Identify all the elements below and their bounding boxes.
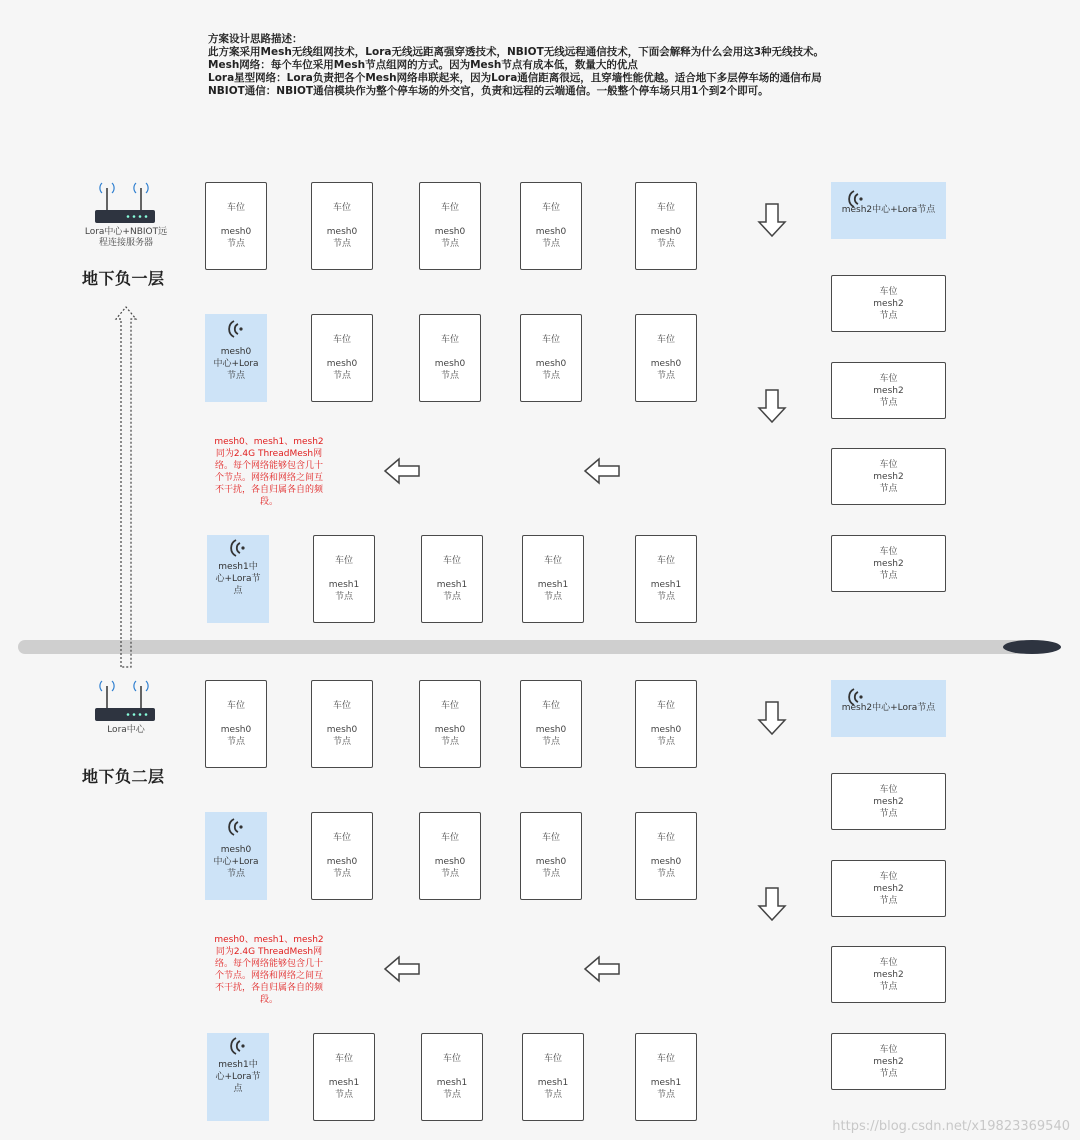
mesh-label: mesh0: [535, 359, 567, 369]
hub-label: mesh2中心+Lora节点: [841, 205, 936, 215]
note-line: 同为2.4G ThreadMesh网: [215, 947, 323, 957]
mesh-label: mesh1: [537, 580, 569, 590]
floor-title: 地下负二层: [82, 767, 165, 786]
parking-slot-mesh2-node: [831, 946, 946, 1003]
node-label: 节点: [442, 592, 461, 602]
floor-b2: [0, 498, 1080, 1100]
mesh-label: mesh2: [873, 1056, 904, 1067]
mesh2-hub-lora-node: [831, 680, 946, 737]
router-icon: [94, 180, 156, 226]
node-label: 节点: [442, 1090, 461, 1100]
description-heading: 方案设计思路描述：: [208, 33, 303, 45]
mesh1-hub-lora-node: [207, 1033, 269, 1121]
node-label: 节点: [656, 869, 675, 879]
slot-label: 车位: [543, 1054, 562, 1064]
mesh-label: mesh0: [650, 725, 682, 735]
mesh2-hub-lora-node: [831, 182, 946, 239]
mesh-label: mesh2: [873, 558, 904, 569]
slot-label: 车位: [879, 1044, 898, 1055]
node-label: 节点: [440, 239, 459, 249]
node-label: 节点: [879, 570, 898, 581]
mesh-label: mesh1: [436, 580, 468, 590]
slot-label: 车位: [226, 701, 245, 711]
wireless-signal-icon: [845, 686, 867, 708]
mesh-label: mesh1: [328, 580, 360, 590]
hub-label-line: 中心+Lora: [213, 359, 259, 369]
uplink-dashed-arrow: [112, 305, 140, 671]
mesh-label: mesh1: [328, 1078, 360, 1088]
floor-separator: [18, 636, 1064, 658]
parking-slot-mesh0-node: [205, 680, 267, 768]
node-label: 节点: [440, 371, 459, 381]
mesh-label: mesh0: [535, 227, 567, 237]
left-arrow-icon: [583, 457, 621, 485]
slot-label: 车位: [879, 784, 898, 795]
hub-label-line: 点: [233, 586, 243, 596]
parking-slot-mesh0-node: [419, 812, 481, 900]
node-label: 节点: [543, 592, 562, 602]
slot-label: 车位: [440, 701, 459, 711]
parking-slot-mesh0-node: [520, 680, 582, 768]
node-label: 节点: [541, 869, 560, 879]
node-label: 节点: [541, 239, 560, 249]
router-label-line: Lora中心: [107, 725, 145, 735]
slot-label: 车位: [332, 701, 351, 711]
hub-label-line: mesh1中: [218, 562, 258, 572]
down-arrow-icon: [757, 700, 787, 736]
slot-label: 车位: [879, 957, 898, 968]
note-line: 不干扰，各自归属各自的频: [214, 485, 323, 495]
slot-label: 车位: [334, 556, 353, 566]
network-note: [203, 934, 335, 1006]
parking-slot-mesh2-node: [831, 1033, 946, 1090]
node-label: 节点: [656, 371, 675, 381]
hub-label-line: 中心+Lora: [213, 857, 259, 867]
hub-label-line: mesh0: [220, 845, 252, 855]
slot-label: 车位: [332, 203, 351, 213]
hub-label: mesh2中心+Lora节点: [841, 703, 936, 713]
node-label: 节点: [656, 592, 675, 602]
node-label: 节点: [334, 592, 353, 602]
parking-slot-mesh0-node: [419, 182, 481, 270]
mesh-label: mesh0: [434, 857, 466, 867]
slot-label: 车位: [656, 701, 675, 711]
note-line: 个节点。网络和网络之间互: [214, 971, 323, 981]
watermark: https://blog.csdn.net/x19823369540: [832, 1119, 1070, 1134]
wireless-signal-icon: [845, 188, 867, 210]
node-label: 节点: [541, 371, 560, 381]
hub-label-line: 节点: [226, 371, 245, 381]
mesh-label: mesh0: [326, 857, 358, 867]
slot-label: 车位: [541, 203, 560, 213]
wireless-signal-icon: [225, 816, 247, 838]
wireless-signal-icon: [227, 1035, 249, 1057]
parking-slot-mesh0-node: [635, 680, 697, 768]
slot-label: 车位: [656, 203, 675, 213]
parking-slot-mesh0-node: [520, 182, 582, 270]
note-line: 个节点。网络和网络之间互: [214, 473, 323, 483]
parking-slot-mesh0-node: [311, 680, 373, 768]
router-label: [70, 725, 182, 736]
router-label-line: Lora中心+NBIOT远: [84, 227, 168, 237]
node-label: 节点: [226, 239, 245, 249]
node-label: 节点: [879, 397, 898, 408]
node-label: 节点: [440, 869, 459, 879]
hub-label-line: mesh0: [220, 347, 252, 357]
router-label: [70, 227, 182, 249]
slot-label: 车位: [442, 556, 461, 566]
mesh-label: mesh1: [650, 580, 682, 590]
parking-slot-mesh0-node: [311, 314, 373, 402]
slot-label: 车位: [879, 373, 898, 384]
hub-label-line: mesh1中: [218, 1060, 258, 1070]
mesh-label: mesh1: [650, 1078, 682, 1088]
mesh-label: mesh2: [873, 969, 904, 980]
parking-slot-mesh0-node: [311, 182, 373, 270]
node-label: 节点: [334, 1090, 353, 1100]
router-label-line: 程连接服务器: [98, 238, 153, 248]
parking-slot-mesh1-node: [421, 1033, 483, 1121]
parking-slot-mesh0-node: [635, 812, 697, 900]
parking-slot-mesh1-node: [522, 1033, 584, 1121]
node-label: 节点: [541, 737, 560, 747]
mesh0-hub-lora-node: [205, 812, 267, 900]
note-line: 络。每个网络能够包含几十: [214, 959, 323, 969]
down-arrow-icon: [757, 886, 787, 922]
node-label: 节点: [879, 808, 898, 819]
hub-label: [205, 346, 267, 382]
slot-label: 车位: [334, 1054, 353, 1064]
slot-label: 车位: [440, 203, 459, 213]
mesh-label: mesh0: [650, 359, 682, 369]
parking-slot-mesh0-node: [635, 182, 697, 270]
mesh-label: mesh0: [650, 227, 682, 237]
mesh-label: mesh0: [326, 359, 358, 369]
node-label: 节点: [543, 1090, 562, 1100]
note-line: 络。每个网络能够包含几十: [214, 461, 323, 471]
mesh-label: mesh2: [873, 796, 904, 807]
slot-label: 车位: [541, 335, 560, 345]
mesh-label: mesh0: [326, 725, 358, 735]
mesh-label: mesh2: [873, 385, 904, 396]
mesh-label: mesh2: [873, 298, 904, 309]
mesh-label: mesh0: [220, 725, 252, 735]
parking-slot-mesh2-node: [831, 860, 946, 917]
description-line: 此方案采用Mesh无线组网技术，Lora无线远距离强穿透技术，NBIOT无线远程通信技术，下面会解释为什么会用这3种无线技术。: [208, 46, 825, 58]
parking-slot-mesh0-node: [635, 314, 697, 402]
parking-slot-mesh0-node: [520, 812, 582, 900]
hub-label: [207, 1059, 269, 1095]
parking-slot-mesh2-node: [831, 275, 946, 332]
node-label: 节点: [332, 869, 351, 879]
slot-label: 车位: [656, 833, 675, 843]
mesh-label: mesh0: [535, 857, 567, 867]
floor-title: 地下负一层: [82, 269, 165, 288]
slot-label: 车位: [440, 335, 459, 345]
slot-label: 车位: [656, 1054, 675, 1064]
node-label: 节点: [440, 737, 459, 747]
node-label: 节点: [879, 895, 898, 906]
left-arrow-icon: [383, 457, 421, 485]
slot-label: 车位: [543, 556, 562, 566]
hub-label-line: 节点: [226, 869, 245, 879]
left-arrow-icon: [383, 955, 421, 983]
parking-slot-mesh0-node: [419, 680, 481, 768]
description-line: Lora星型网络：Lora负责把各个Mesh网络串联起来，因为Lora通信距离很远，且穿墙性能优越。适合地下多层停车场的通信布局: [208, 72, 822, 84]
parking-slot-mesh2-node: [831, 362, 946, 419]
slot-label: 车位: [541, 833, 560, 843]
note-line: mesh0、mesh1、mesh2: [214, 437, 324, 447]
slot-label: 车位: [879, 546, 898, 557]
note-line: 段。: [259, 497, 278, 507]
mesh0-hub-lora-node: [205, 314, 267, 402]
slot-label: 车位: [656, 335, 675, 345]
node-label: 节点: [879, 1068, 898, 1079]
hub-label: [205, 844, 267, 880]
node-label: 节点: [226, 737, 245, 747]
slot-label: 车位: [226, 203, 245, 213]
node-label: 节点: [879, 981, 898, 992]
hub-label-line: 点: [233, 1084, 243, 1094]
mesh-label: mesh0: [650, 857, 682, 867]
note-line: 同为2.4G ThreadMesh网: [215, 449, 323, 459]
node-label: 节点: [879, 483, 898, 494]
parking-slot-mesh0-node: [311, 812, 373, 900]
slot-label: 车位: [541, 701, 560, 711]
node-label: 节点: [332, 239, 351, 249]
slot-label: 车位: [332, 833, 351, 843]
slot-label: 车位: [332, 335, 351, 345]
node-label: 节点: [656, 239, 675, 249]
node-label: 节点: [656, 737, 675, 747]
description-line: NBIOT通信：NBIOT通信模块作为整个停车场的外交官，负责和远程的云端通信。一般整个停车场只用1个到2个即可。: [208, 85, 769, 97]
parking-slot-mesh2-node: [831, 448, 946, 505]
node-label: 节点: [656, 1090, 675, 1100]
node-label: 节点: [332, 371, 351, 381]
slot-label: 车位: [879, 459, 898, 470]
note-line: 段。: [259, 995, 278, 1005]
mesh-label: mesh0: [326, 227, 358, 237]
node-label: 节点: [879, 310, 898, 321]
mesh-label: mesh0: [434, 227, 466, 237]
parking-slot-mesh0-node: [419, 314, 481, 402]
mesh-label: mesh1: [436, 1078, 468, 1088]
mesh-label: mesh1: [537, 1078, 569, 1088]
slot-label: 车位: [656, 556, 675, 566]
note-line: 不干扰，各自归属各自的频: [214, 983, 323, 993]
router-icon: [94, 678, 156, 724]
mesh-label: mesh2: [873, 471, 904, 482]
slot-label: 车位: [879, 286, 898, 297]
wireless-signal-icon: [225, 318, 247, 340]
slot-label: 车位: [440, 833, 459, 843]
mesh-label: mesh0: [434, 725, 466, 735]
down-arrow-icon: [757, 202, 787, 238]
mesh-label: mesh0: [434, 359, 466, 369]
parking-slot-mesh0-node: [205, 182, 267, 270]
slot-label: 车位: [442, 1054, 461, 1064]
left-arrow-icon: [583, 955, 621, 983]
note-line: mesh0、mesh1、mesh2: [214, 935, 324, 945]
parking-slot-mesh1-node: [313, 1033, 375, 1121]
mesh-label: mesh2: [873, 883, 904, 894]
down-arrow-icon: [757, 388, 787, 424]
parking-slot-mesh0-node: [520, 314, 582, 402]
description-line: Mesh网络：每个车位采用Mesh节点组网的方式。因为Mesh节点有成本低，数量大的优点: [208, 59, 638, 71]
slot-label: 车位: [879, 871, 898, 882]
mesh-label: mesh0: [535, 725, 567, 735]
parking-slot-mesh2-node: [831, 773, 946, 830]
node-label: 节点: [332, 737, 351, 747]
mesh-label: mesh0: [220, 227, 252, 237]
hub-label-line: 心+Lora节: [215, 1072, 261, 1082]
hub-label-line: 心+Lora节: [215, 574, 261, 584]
parking-slot-mesh1-node: [635, 1033, 697, 1121]
